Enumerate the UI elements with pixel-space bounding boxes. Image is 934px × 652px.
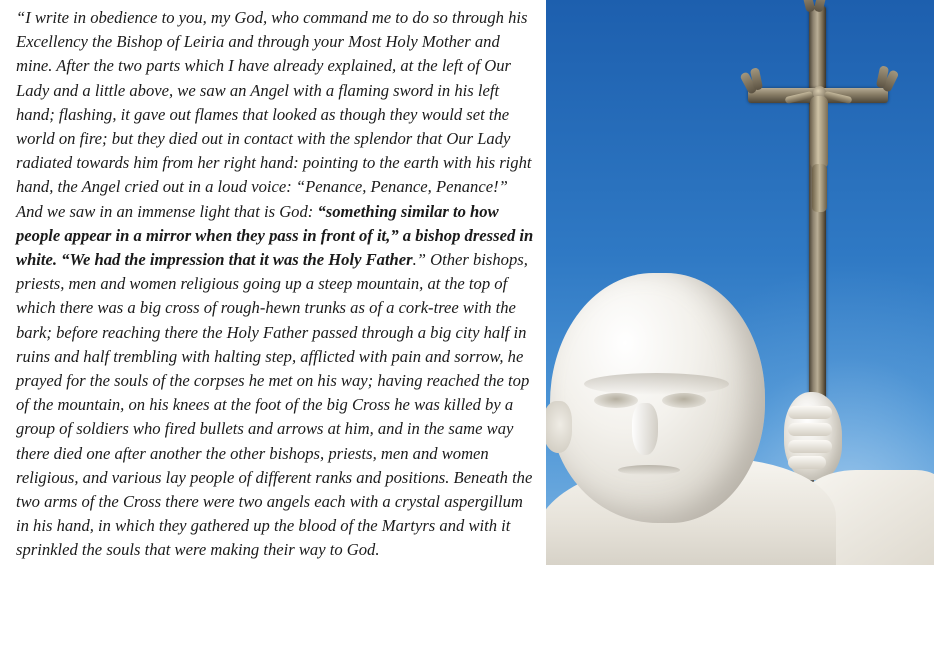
quotation-text-column bbox=[16, 6, 538, 563]
photograph bbox=[546, 0, 934, 565]
statue-mouth bbox=[618, 465, 680, 475]
statue-eye-left bbox=[594, 393, 638, 408]
statue-nose bbox=[632, 403, 658, 455]
statue-eye-right bbox=[662, 393, 706, 408]
statue-brow bbox=[584, 373, 729, 395]
corpus-torso bbox=[810, 96, 828, 168]
statue-head bbox=[550, 273, 765, 523]
statue-bust bbox=[546, 253, 836, 565]
corpus-legs bbox=[812, 164, 827, 212]
quotation-paragraph bbox=[16, 6, 538, 563]
quote-part-1: “I write in obedience to you, my God, who command me to do so through his Excellency the Bishop of Leiria and through your Most Holy Mother and mine. After the two parts which I have already explained, at the left of Our Lady and a little above, we saw an Angel with a flaming sword in his left hand; flashing, it gave out flames that looked as though they would set the world on fire; but they died out in contact with the splendor that Our Lady radiated towards him from her right hand: pointing to the earth with his right hand, the Angel cried out in a loud voice: “Penance, Penance, Penance!” And we saw in an immense light that is God: bbox=[16, 8, 532, 221]
statue-ear bbox=[546, 401, 572, 453]
corpus-figure bbox=[793, 78, 845, 218]
quote-part-3: .” Other bishops, priests, men and women religious going up a steep mountain, at the top of which there was a big cross of rough-hewn trunks as of a cork-tree with the bark; before reaching there the Holy Father passed through a big city half in ruins and half trembling with halting step, afflicted with pain and sorrow, he prayed for the souls of the corpses he met on his way; having reached the top of the mountain, on his knees at the foot of the big Cross he was killed by a group of soldiers who fired bullets and arrows at him, and in the same way there died one after another the other bishops, priests, men and women religious, and various lay people of different ranks and positions. Beneath the two arms of the Cross there were two angels each with a crystal aspergillum in his hand, in which they gathered up the blood of the Martyrs and with it sprinkled the souls that were making their way to God. bbox=[16, 250, 533, 560]
quote-part-2-emphasis: “something similar to how people appear in a mirror when they pass in front of it,” a bishop dressed in white. “We had the impression that it was the Holy Father bbox=[16, 201, 534, 270]
